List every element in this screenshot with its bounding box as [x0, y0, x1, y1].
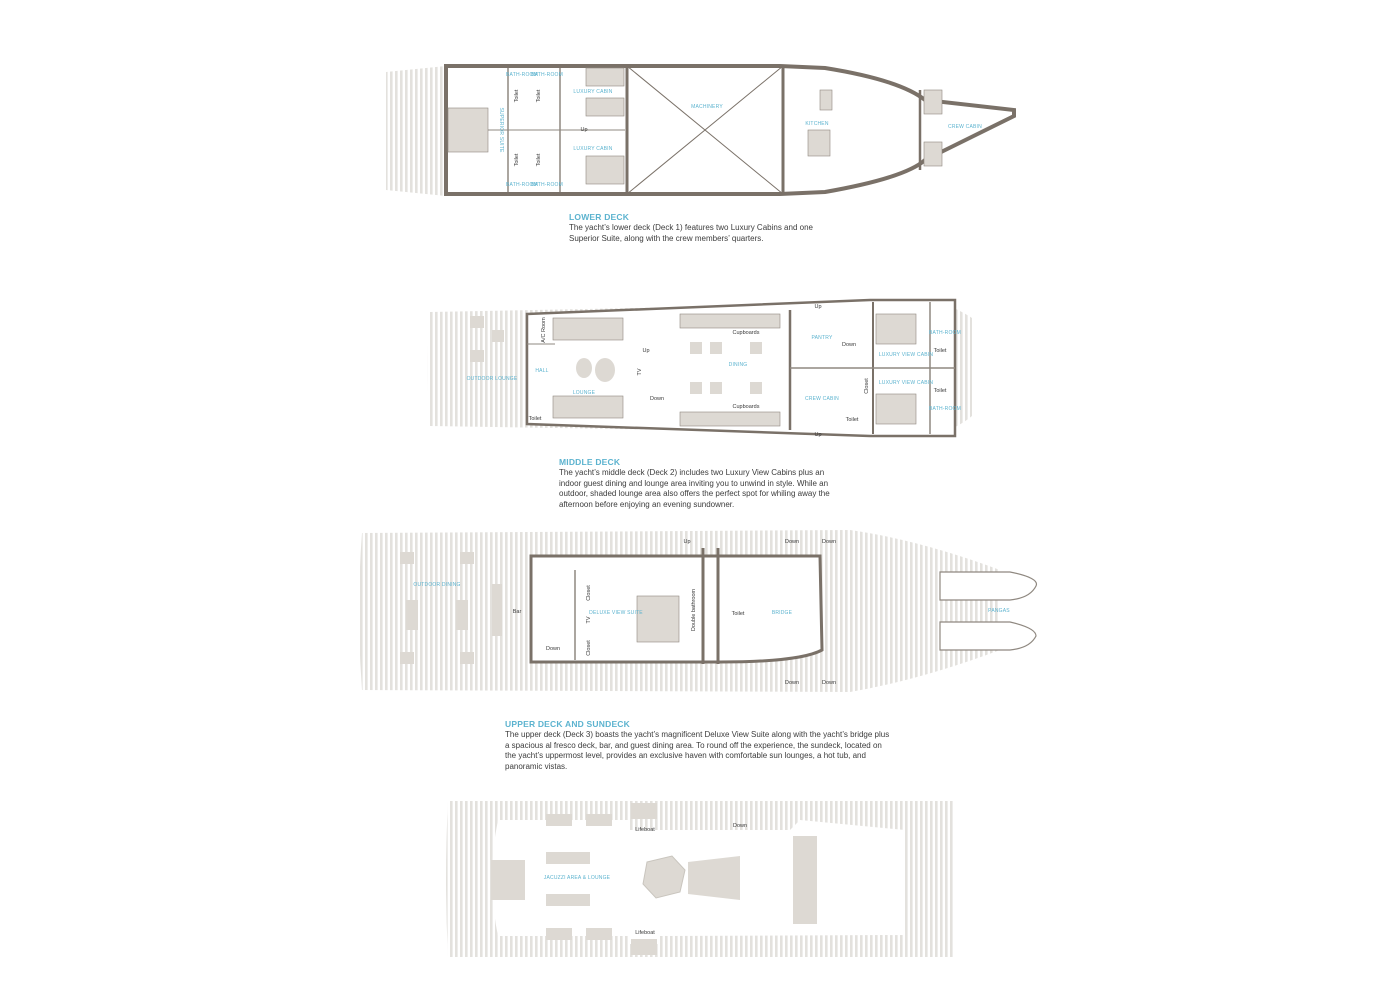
- panga-top: [940, 572, 1036, 600]
- label-down: Down: [784, 539, 800, 545]
- label-cupboards: Cupboards: [732, 330, 760, 336]
- label-cupboards: Cupboards: [732, 404, 760, 410]
- lower-deck-plan: [386, 66, 1014, 196]
- label-bathroom: BATH-ROOM: [506, 182, 538, 188]
- label-up: Up: [642, 348, 650, 354]
- label-dining: DINING: [728, 362, 748, 368]
- label-hall: HALL: [535, 368, 549, 374]
- label-crew-cabin: CREW CABIN: [948, 124, 982, 130]
- label-toilet: Toilet: [731, 611, 745, 617]
- label-outdoor-dining: OUTDOOR DINING: [413, 582, 461, 588]
- upper-deck-plan: [359, 530, 1036, 692]
- label-lifeboat: Lifeboat: [635, 930, 655, 936]
- label-bathroom: BATH-ROOM: [929, 330, 961, 336]
- upper-deck-title: UPPER DECK AND SUNDECK: [505, 719, 630, 729]
- label-toilet: Toilet: [845, 417, 859, 423]
- label-toilet: Toilet: [514, 89, 520, 103]
- label-up: Up: [683, 539, 691, 545]
- label-tv: TV: [586, 616, 592, 624]
- label-closet: Closet: [864, 378, 870, 394]
- label-kitchen: KITCHEN: [805, 121, 829, 127]
- label-toilet: Toilet: [933, 388, 947, 394]
- label-lounge: LOUNGE: [572, 390, 596, 396]
- middle-deck-text: The yacht’s middle deck (Deck 2) includes two Luxury View Cabins plus an indoor guest dining and lounge area inviting you to unwind in style. While an outdoor, shaded lounge area also offers the perfect spot for whiling away the afternoon before enjoying an evening sundowner.: [559, 468, 830, 509]
- lower-deck-description: [569, 212, 839, 244]
- label-pangas: PANGAS: [988, 608, 1010, 614]
- sundeck-sunbed: [688, 856, 740, 900]
- middle-deck-plan: [428, 300, 973, 438]
- label-ac-room: A/C Room: [541, 317, 547, 343]
- lower-deck-text: The yacht’s lower deck (Deck 1) features two Luxury Cabins and one Superior Suite, along with the crew members’ quarters.: [569, 223, 813, 243]
- label-machinery: MACHINERY: [691, 104, 723, 110]
- label-luxury-view-cabin: LUXURY VIEW CABIN: [878, 352, 934, 358]
- label-luxury-cabin: LUXURY CABIN: [573, 89, 613, 95]
- lower-deck-stern-stripes: [386, 66, 446, 196]
- label-bathroom: BATH-ROOM: [929, 406, 961, 412]
- label-toilet: Toilet: [514, 153, 520, 167]
- label-bathroom: BATH-ROOM: [506, 72, 538, 78]
- middle-deck-title: MIDDLE DECK: [559, 457, 621, 467]
- label-up: Up: [580, 127, 588, 133]
- middle-deck-description: [559, 457, 844, 510]
- label-bathroom: BATH-ROOM: [531, 72, 563, 78]
- label-down: Down: [784, 680, 800, 686]
- label-down: Down: [649, 396, 665, 402]
- label-down: Down: [821, 539, 837, 545]
- label-luxury-cabin: LUXURY CABIN: [573, 146, 613, 152]
- label-toilet: Toilet: [536, 89, 542, 103]
- label-down: Down: [841, 342, 857, 348]
- label-up: Up: [814, 432, 822, 438]
- label-bridge: BRIDGE: [771, 610, 793, 616]
- label-bathroom: BATH-ROOM: [531, 182, 563, 188]
- label-down: Down: [545, 646, 561, 652]
- label-pantry: PANTRY: [811, 335, 833, 341]
- label-lifeboat: Lifeboat: [635, 827, 655, 833]
- label-outdoor-lounge: OUTDOOR LOUNGE: [466, 376, 518, 382]
- label-luxury-view-cabin: LUXURY VIEW CABIN: [878, 380, 934, 386]
- label-closet: Closet: [586, 640, 592, 656]
- upper-deck-description: [505, 719, 895, 772]
- label-toilet: Toilet: [536, 153, 542, 167]
- lower-deck-title: LOWER DECK: [569, 212, 630, 222]
- label-deluxe-view-suite: DELUXE VIEW SUITE: [589, 610, 643, 616]
- label-toilet: Toilet: [933, 348, 947, 354]
- label-jacuzzi-area: JACUZZI AREA & LOUNGE: [543, 875, 611, 881]
- label-closet: Closet: [586, 585, 592, 601]
- label-up: Up: [814, 304, 822, 310]
- upper-deck-text: The upper deck (Deck 3) boasts the yacht’s magnificent Deluxe View Suite along with the yacht’s bridge plus a spacious al fresco deck, bar, and guest dining area. To round off the experience, the sundeck, located on the yacht’s uppermost level, provides an exclusive haven with comfortable sun lounges, a hot tub, and panoramic vistas.: [505, 730, 890, 771]
- label-crew-cabin: CREW CABIN: [805, 396, 839, 402]
- label-bar: Bar: [512, 609, 522, 615]
- panga-bottom: [940, 622, 1036, 650]
- label-toilet: Toilet: [528, 416, 542, 422]
- label-down: Down: [732, 823, 748, 829]
- label-tv: TV: [637, 368, 643, 376]
- label-down: Down: [821, 680, 837, 686]
- label-superior-suite: SUPERIOR SUITE: [498, 107, 504, 153]
- sundeck-plan: [446, 801, 955, 957]
- label-double-bathroom: Double bathroom: [691, 588, 697, 632]
